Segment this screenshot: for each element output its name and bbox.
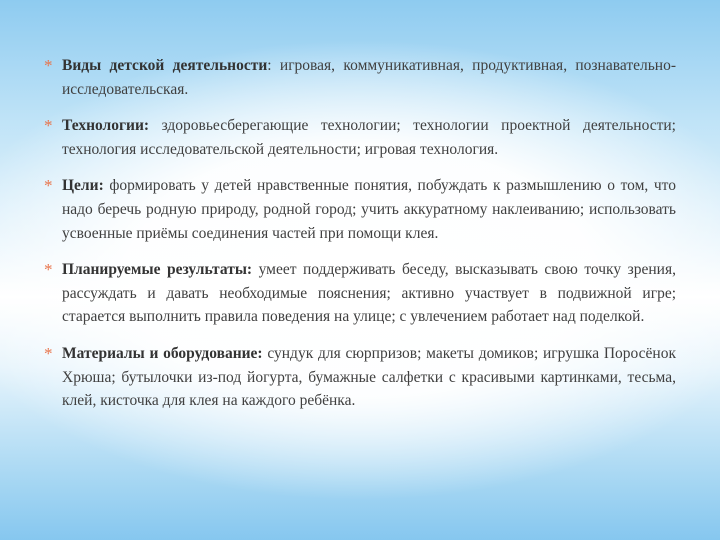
asterisk-bullet-icon: * — [44, 116, 53, 136]
item-term: Технологии: — [62, 117, 150, 135]
item-term: Виды детской деятельности — [62, 57, 268, 74]
item-term: Цели: — [62, 177, 104, 195]
item-text: : игровая, коммуникативная, продуктивная, познавательно-исследовательская. — [62, 57, 676, 98]
asterisk-bullet-icon: * — [44, 56, 53, 75]
asterisk-bullet-icon: * — [44, 176, 53, 196]
list-item-activities — [36, 54, 676, 101]
item-text: формировать у детей нравственные понятия, побуждать к размышлению о том, что надо беречь родную природу, родной город; учить аккуратному наклеиванию; использовать усвоенные приёмы соединения частей при помощи клея. — [62, 177, 676, 242]
item-term: Планируемые результаты: — [62, 261, 253, 279]
item-text: сундук для сюрпризов; макеты домиков; игрушка Поросёнок Хрюша; бутылочки из-под йогурта, бумажные салфетки с красивыми картинками, тесьма, клей, кисточка для клея на каждого ребёнка. — [62, 344, 676, 410]
asterisk-bullet-icon: * — [44, 260, 53, 280]
list-item-results — [36, 258, 676, 329]
item-text: умеет поддерживать беседу, высказывать свою точку зрения, рассуждать и давать необходимые пояснения; активно участвует в подвижной игре; старается выполнить правила поведения на улице; с увлечением работает над поделкой. — [62, 261, 676, 326]
list-item-goals — [36, 174, 676, 245]
item-text: здоровьесберегающие технологии; технологии проектной деятельности; технология исследовательской деятельности; игровая технология. — [62, 117, 676, 158]
item-term: Материалы и оборудование: — [62, 344, 263, 362]
list-item-materials — [36, 342, 676, 413]
bullet-list — [36, 54, 676, 426]
asterisk-bullet-icon: * — [44, 343, 53, 363]
list-item-technologies — [36, 114, 676, 161]
